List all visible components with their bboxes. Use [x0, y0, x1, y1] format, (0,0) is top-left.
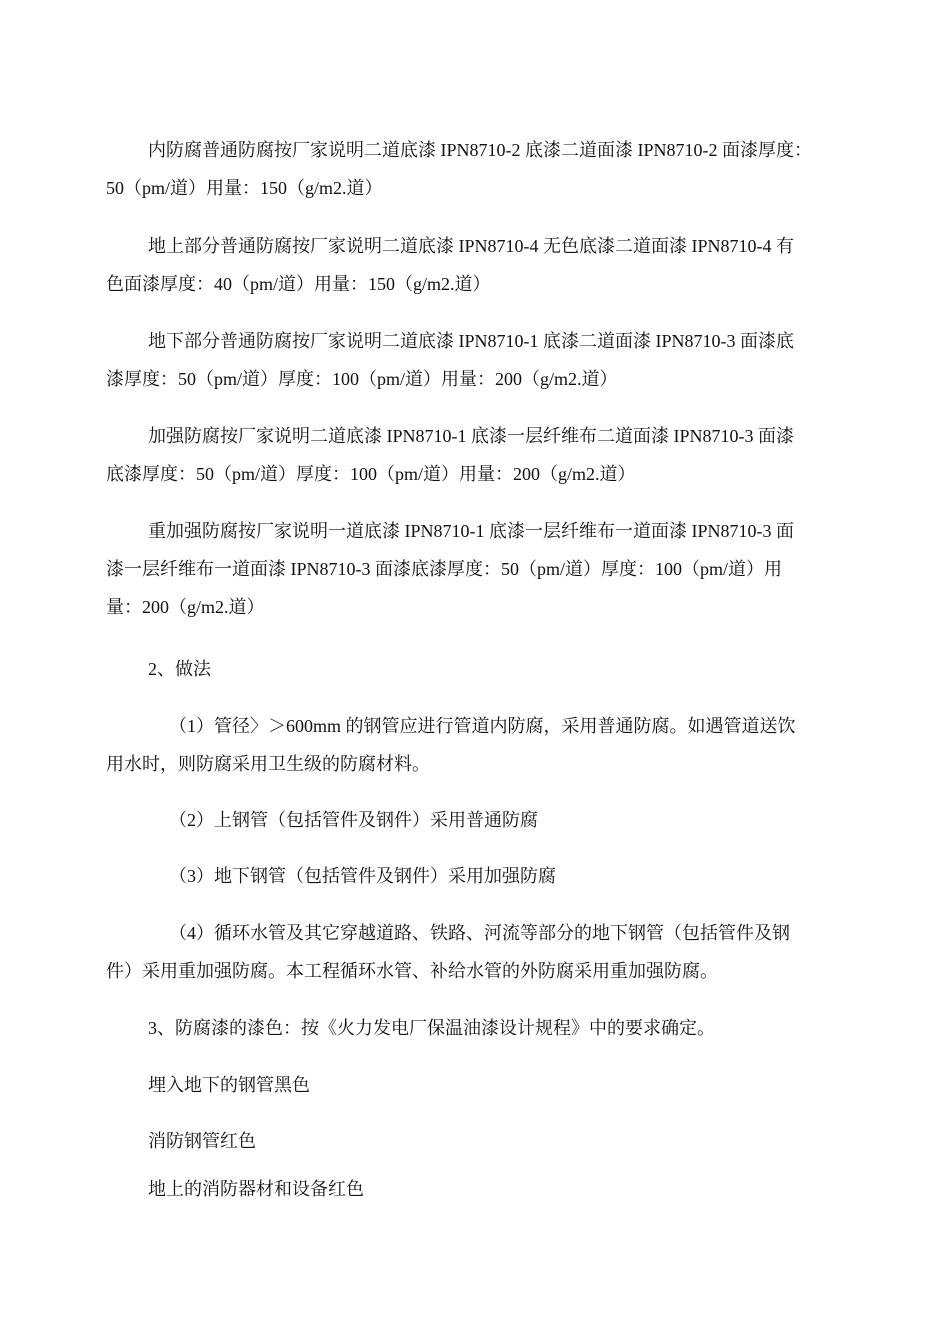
section-heading-method [106, 650, 836, 688]
text-line: 2、做法 [148, 659, 211, 679]
text-line: 色面漆厚度：40（pm/道）用量：150（g/m2.道） [106, 274, 491, 294]
paragraph-aboveground-anticorrosion [106, 227, 836, 303]
color-rule-fire-pipe [106, 1122, 836, 1160]
paragraph-reinforced-anticorrosion [106, 417, 836, 493]
text-line: 地下部分普通防腐按厂家说明二道底漆 IPN8710-1 底漆二道面漆 IPN8710-3 面漆底 [148, 331, 794, 351]
text-line: 内防腐普通防腐按厂家说明二道底漆 IPN8710-2 底漆二道面漆 IPN8710-2 面漆厚度： [148, 140, 812, 160]
text-line: 3、防腐漆的漆色：按《火力发电厂保温油漆设计规程》中的要求确定。 [148, 1018, 715, 1038]
text-line: 底漆厚度：50（pm/道）厚度：100（pm/道）用量：200（g/m2.道） [106, 464, 636, 484]
text-line: 50（pm/道）用量：150（g/m2.道） [106, 178, 383, 198]
color-rule-fire-equipment [106, 1170, 836, 1208]
text-line: （1）管径〉＞600mm 的钢管应进行管道内防腐，采用普通防腐。如遇管道送饮 [169, 716, 796, 736]
text-line: 消防钢管红色 [148, 1131, 256, 1151]
list-item-3 [106, 857, 836, 895]
text-line: （4）循环水管及其它穿越道路、铁路、河流等部分的地下钢管（包括管件及钢 [169, 923, 790, 943]
text-line: （3）地下钢管（包括管件及钢件）采用加强防腐 [169, 866, 556, 886]
text-line: 漆一层纤维布一道面漆 IPN8710-3 面漆底漆厚度：50（pm/道）厚度：100（pm/道）用 [106, 559, 782, 579]
text-line: 量：200（g/m2.道） [106, 597, 265, 617]
text-line: 重加强防腐按厂家说明一道底漆 IPN8710-1 底漆一层纤维布一道面漆 IPN8710-3 面 [148, 521, 794, 541]
text-line: （2）上钢管（包括管件及钢件）采用普通防腐 [169, 810, 538, 830]
color-rule-buried-pipe [106, 1066, 836, 1104]
paragraph-heavy-reinforced-anticorrosion [106, 512, 836, 626]
text-line: 地上部分普通防腐按厂家说明二道底漆 IPN8710-4 无色底漆二道面漆 IPN8710-4 有 [148, 236, 794, 256]
text-line: 漆厚度：50（pm/道）厚度：100（pm/道）用量：200（g/m2.道） [106, 369, 618, 389]
paragraph-underground-anticorrosion [106, 322, 836, 398]
text-line: 用水时，则防腐采用卫生级的防腐材料。 [106, 754, 430, 774]
text-line: 件）采用重加强防腐。本工程循环水管、补给水管的外防腐采用重加强防腐。 [106, 961, 718, 981]
text-line: 埋入地下的钢管黑色 [148, 1075, 310, 1095]
list-item-4 [106, 914, 836, 990]
text-line: 地上的消防器材和设备红色 [148, 1179, 364, 1199]
list-item-2 [106, 801, 836, 839]
list-item-1 [106, 707, 836, 783]
paragraph-inner-anticorrosion [106, 131, 836, 207]
text-line: 加强防腐按厂家说明二道底漆 IPN8710-1 底漆一层纤维布二道面漆 IPN8710-3 面漆 [148, 426, 794, 446]
section-heading-paint-color [106, 1009, 836, 1047]
